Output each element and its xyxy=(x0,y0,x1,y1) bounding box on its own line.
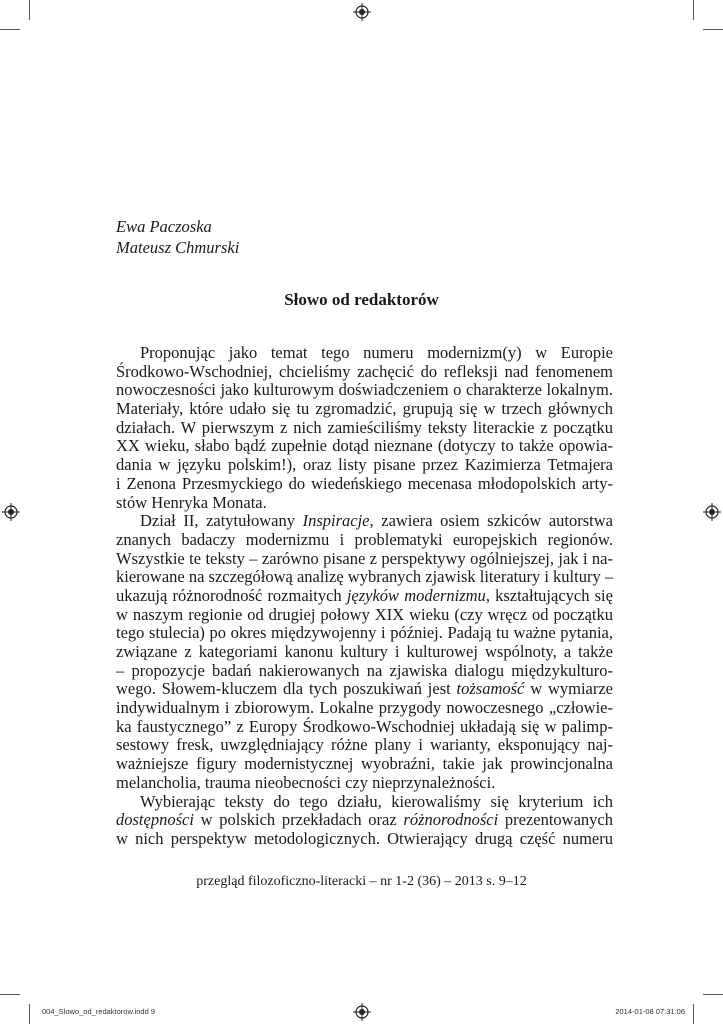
text-line xyxy=(116,755,613,774)
text-line xyxy=(116,718,613,737)
crop-mark-bottom-right-h xyxy=(703,994,723,995)
text-run: , kształtujących się xyxy=(485,585,613,605)
text-line xyxy=(116,512,613,531)
text-run: Dział II, zatytułowany xyxy=(140,511,303,531)
text-run: w wymiarze xyxy=(524,679,613,699)
text-run: Środkowo-Wschodniej, chcieliśmy zachęcić do refleksji nad fenomenem xyxy=(116,361,613,381)
text-line xyxy=(116,624,613,643)
text-run: w naszym regionie od drugiej połowy XIX wieku (czy wręcz od początku xyxy=(116,604,613,624)
article-title: Słowo od redaktorów xyxy=(284,290,439,309)
text-line xyxy=(116,419,613,438)
text-run: dania w języku polskim!), oraz listy pisane przez Kazimierza Tetmajera xyxy=(116,455,613,475)
paragraph xyxy=(116,512,613,792)
registration-mark-icon xyxy=(353,1003,371,1021)
text-line xyxy=(116,531,613,550)
italic-term: tożsamość xyxy=(456,679,525,699)
text-line xyxy=(116,680,613,699)
text-run: związane z kategoriami kanonu kultury i kulturowej wspólnoty, a także xyxy=(116,642,613,661)
crop-mark-top-left xyxy=(29,0,30,20)
crop-mark-bottom-right xyxy=(693,1004,694,1024)
print-slug-datetime: 2014-01-08 07:31:06 xyxy=(615,1007,685,1016)
text-line xyxy=(116,475,613,494)
text-run: Materiały, które udało się tu zgromadzić, grupują się w trzech głównych xyxy=(116,399,613,419)
registration-mark-icon xyxy=(353,3,371,21)
registration-mark-icon xyxy=(703,503,721,521)
text-run: ważniejsze figury modernistycznej wyobraźni, takie jak prowincjonalna xyxy=(116,754,613,774)
italic-term: dostępności xyxy=(116,810,194,830)
author-name: Ewa Paczoska xyxy=(116,217,212,236)
print-slug-filename: 004_Slowo_od_redaktorow.indd 9 xyxy=(42,1007,156,1016)
italic-term: języków modernizmu xyxy=(346,585,486,605)
text-run: – propozycje badań nakierowanych na zjawiska dialogu międzykulturo- xyxy=(116,660,613,680)
text-run: w nich perspektyw metodologicznych. Otwierający drugą część numeru xyxy=(116,828,613,848)
text-run: stów Henryka Monata. xyxy=(116,492,267,512)
text-line xyxy=(116,587,613,606)
text-line xyxy=(116,811,613,830)
text-run: znanych badaczy modernizmu i problematyki europejskich regionów. xyxy=(116,529,613,549)
text-run: Proponując jako temat tego numeru modernizm(y) w Europie xyxy=(140,343,613,362)
text-line xyxy=(116,400,613,419)
text-run: i Zenona Przesmyckiego do wiedeńskiego mecenasa młodopolskich arty- xyxy=(116,473,613,493)
text-run: wego. Słowem-kluczem dla tych poszukiwań jest xyxy=(116,679,457,699)
italic-term: różnorodności xyxy=(403,810,499,830)
text-run: działach. W pierwszym z nich zamieściliśmy teksty literackie z początku xyxy=(116,417,613,437)
paragraph xyxy=(116,344,613,512)
text-line xyxy=(116,662,613,681)
text-line xyxy=(116,381,613,400)
text-run: XX wieku, słabo bądź zupełnie dotąd nieznane (dotyczy to także opowia- xyxy=(116,436,613,456)
text-run: melancholia, trauma nieobecności czy nieprzynależności. xyxy=(116,772,496,792)
crop-mark-bottom-left xyxy=(29,1004,30,1024)
text-line xyxy=(116,494,613,513)
text-run: Wybierając teksty do tego działu, kierowaliśmy się kryterium ich xyxy=(140,791,613,811)
text-line xyxy=(116,363,613,382)
text-run: nowoczesności jako kulturowym doświadczeniem o charakterze lokalnym. xyxy=(116,380,613,400)
authors-block xyxy=(116,216,239,258)
text-line xyxy=(116,643,613,662)
text-line xyxy=(116,793,613,812)
author-name: Mateusz Chmurski xyxy=(116,238,240,257)
text-line xyxy=(116,699,613,718)
text-run: sestowy fresk, uwzględniający różne plany i warianty, eksponujący naj- xyxy=(116,735,613,755)
crop-mark-top-right-h xyxy=(703,29,723,30)
text-run: w polskich przekładach oraz xyxy=(193,810,404,830)
crop-mark-top-left-h xyxy=(0,29,20,30)
paragraph xyxy=(116,793,613,849)
text-line xyxy=(116,830,613,849)
text-run: prezentowanych xyxy=(498,810,613,830)
crop-mark-top-right xyxy=(693,0,694,20)
text-line xyxy=(116,774,613,793)
text-line xyxy=(116,456,613,475)
journal-footer: przegląd filozoficzno-literacki – nr 1-2 (36) – 2013 s. 9–12 xyxy=(196,874,527,889)
text-line xyxy=(116,568,613,587)
text-line xyxy=(116,437,613,456)
text-run: ka faustycznego” z Europy Środkowo-Wschodniej układają się w palimp- xyxy=(116,716,613,736)
text-line xyxy=(116,550,613,569)
text-line xyxy=(116,344,613,363)
registration-mark-icon xyxy=(2,503,20,521)
crop-mark-bottom-left-h xyxy=(0,994,20,995)
text-run: Wszystkie te teksty – zarówno pisane z perspektywy ogólniejszej, jak i na- xyxy=(116,548,613,568)
text-run: kierowane na szczegółową analizę wybranych zjawisk literatury i kultury – xyxy=(116,567,614,587)
text-run: indywidualnym i zbiorowym. Lokalne przygody nowoczesnego „człowie- xyxy=(116,698,613,718)
text-run: ukazują różnorodność rozmaitych xyxy=(116,585,347,605)
text-line xyxy=(116,606,613,625)
italic-term: Inspiracje xyxy=(302,511,370,531)
text-line xyxy=(116,736,613,755)
text-run: , zawiera osiem szkiców autorstwa xyxy=(369,511,614,531)
text-run: tego stulecia) po okres międzywojenny i później. Padają tu ważne pytania, xyxy=(116,623,613,643)
article-body xyxy=(116,344,613,849)
